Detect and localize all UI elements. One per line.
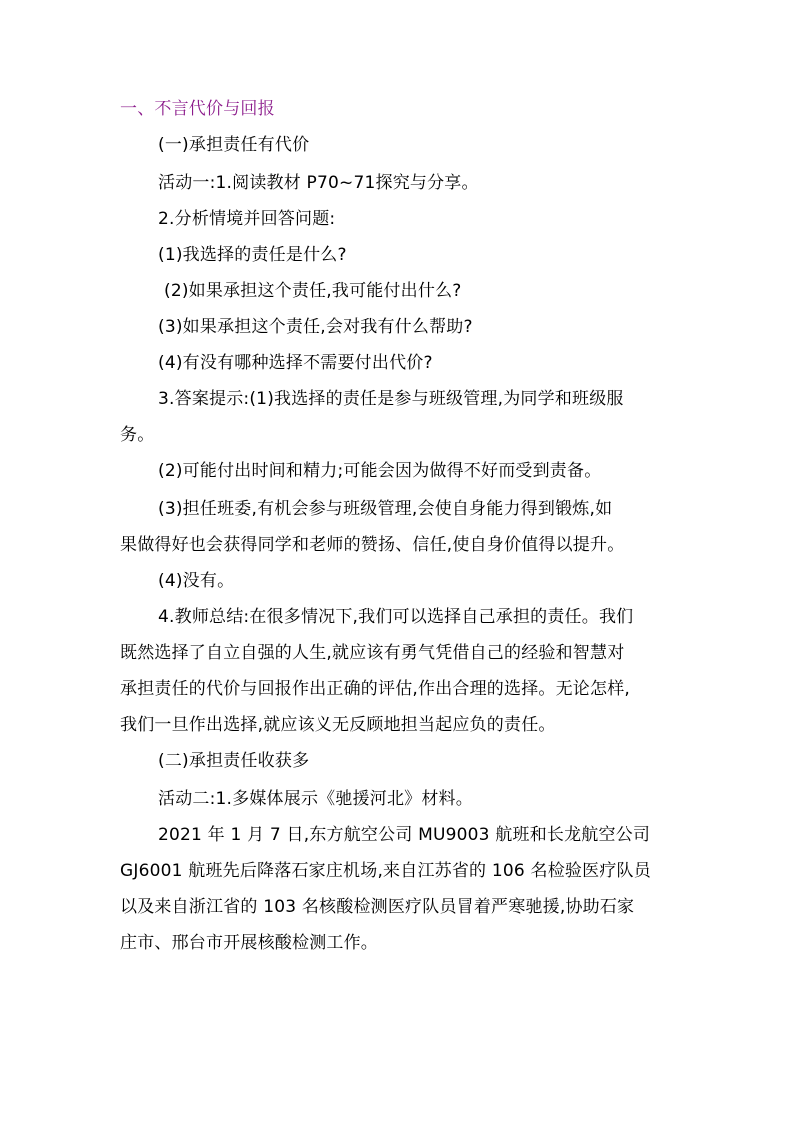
question-4: (4)有没有哪种选择不需要付出代价? xyxy=(158,353,433,373)
subsection-title-1: (一)承担责任有代价 xyxy=(158,135,310,155)
subsection-title-2: (二)承担责任收获多 xyxy=(158,751,310,771)
activity-1: 活动一:1.阅读教材 P70~71探究与分享。 xyxy=(158,173,479,193)
summary-line-4: 我们一旦作出选择,就应该义无反顾地担当起应负的责任。 xyxy=(120,715,556,735)
material-line-2: GJ6001 航班先后降落石家庄机场,来自江苏省的 106 名检验医疗队员 xyxy=(120,861,651,881)
material-line-4: 庄市、邢台市开展核酸检测工作。 xyxy=(120,933,378,953)
answer-hint-line-2: 务。 xyxy=(120,425,155,445)
summary-line-2: 既然选择了自立自强的人生,就应该有勇气凭借自己的经验和智慧对 xyxy=(120,643,625,663)
material-line-3: 以及来自浙江省的 103 名核酸检测医疗队员冒着严寒驰援,协助石家 xyxy=(120,897,635,917)
answer-3-line-2: 果做得好也会获得同学和老师的赞扬、信任,使自身价值得以提升。 xyxy=(120,535,625,555)
answer-4: (4)没有。 xyxy=(158,571,235,591)
answer-2: (2)可能付出时间和精力;可能会因为做得不好而受到责备。 xyxy=(158,461,602,481)
question-3: (3)如果承担这个责任,会对我有什么帮助? xyxy=(158,317,473,337)
summary-line-3: 承担责任的代价与回报作出正确的评估,作出合理的选择。无论怎样, xyxy=(120,679,631,699)
question-1: (1)我选择的责任是什么? xyxy=(158,245,347,265)
question-2: (2)如果承担这个责任,我可能付出什么? xyxy=(164,281,462,301)
material-line-1: 2021 年 1 月 7 日,东方航空公司 MU9003 航班和长龙航空公司 xyxy=(158,825,651,845)
activity-2: 活动二:1.多媒体展示《驰援河北》材料。 xyxy=(158,789,473,809)
answer-hint-line-1: 3.答案提示:(1)我选择的责任是参与班级管理,为同学和班级服 xyxy=(158,389,624,409)
answer-3-line-1: (3)担任班委,有机会参与班级管理,会使自身能力得到锻炼,如 xyxy=(158,499,613,519)
section-heading: 一、不言代价与回报 xyxy=(120,99,275,119)
summary-line-1: 4.教师总结:在很多情况下,我们可以选择自己承担的责任。我们 xyxy=(158,607,634,627)
step-2: 2.分析情境并回答问题: xyxy=(158,209,336,229)
